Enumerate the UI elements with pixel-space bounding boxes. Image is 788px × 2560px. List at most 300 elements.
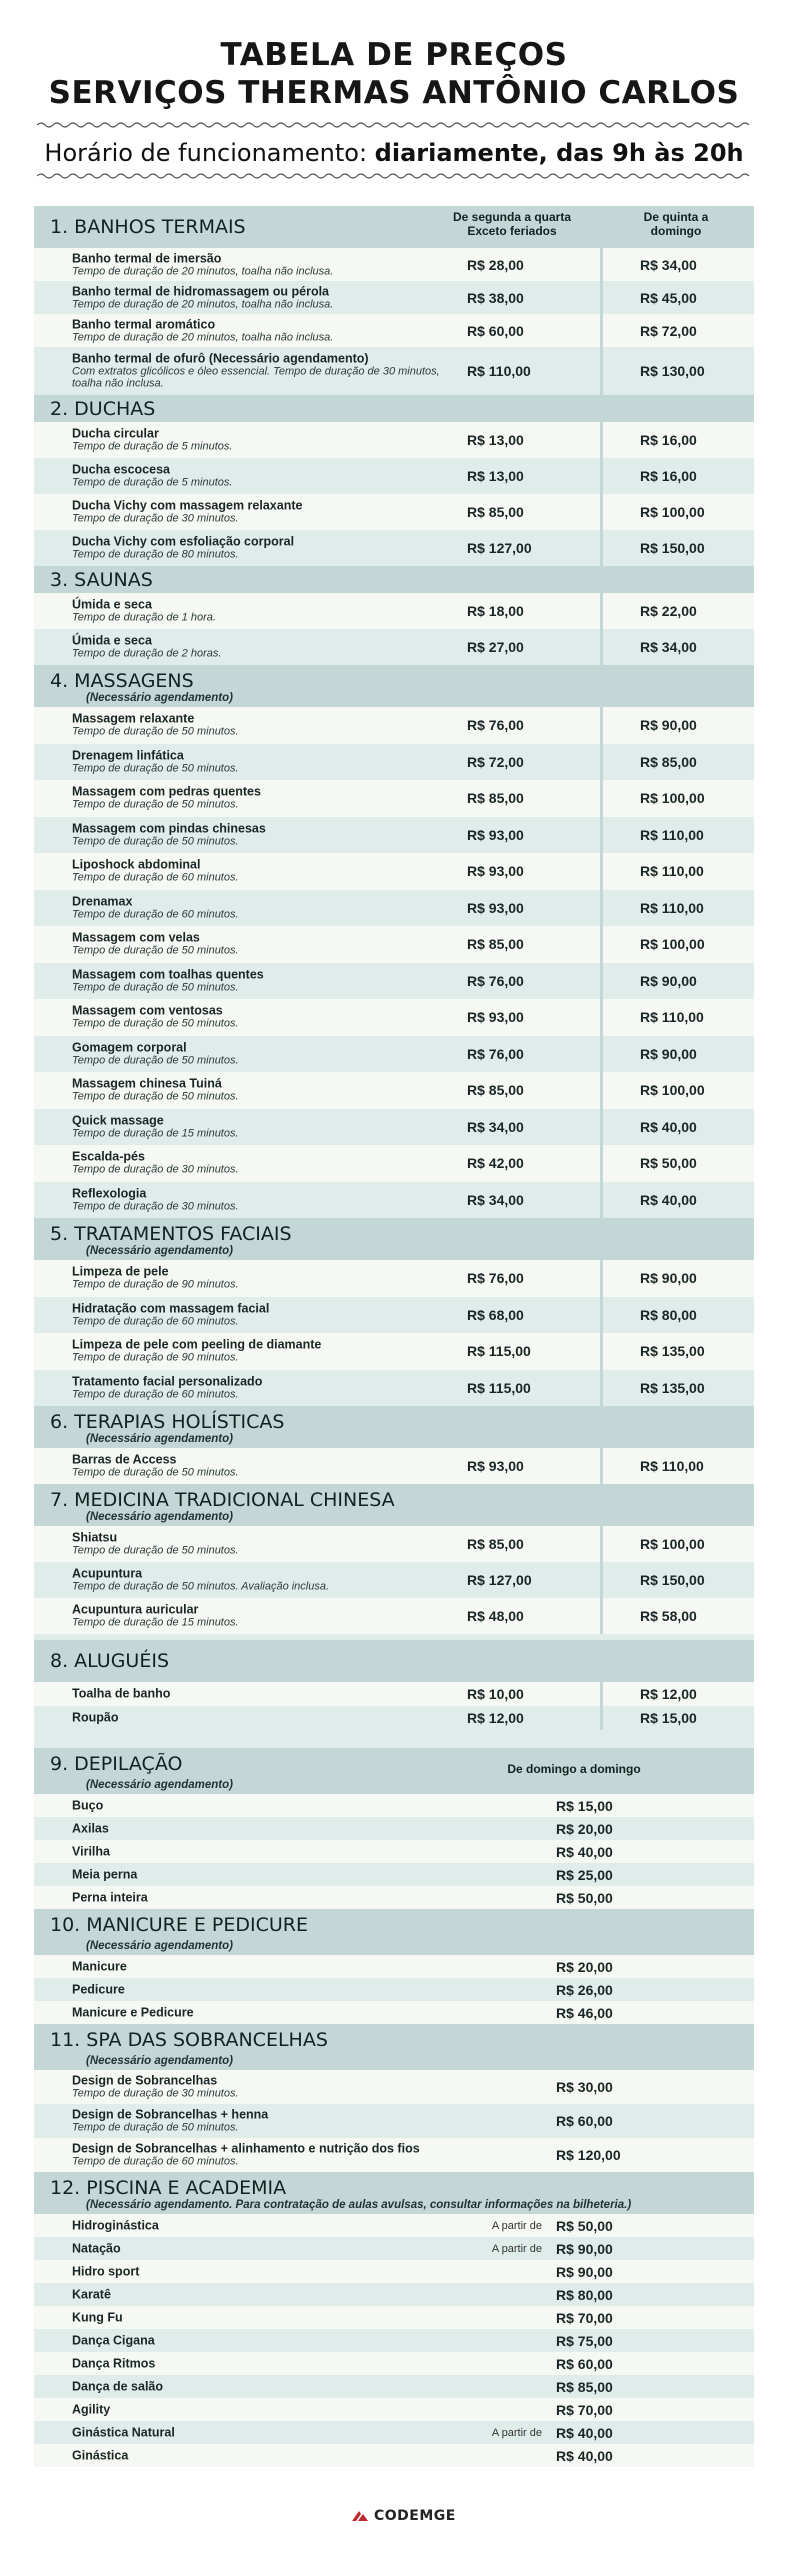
table-row (34, 530, 754, 566)
service-name (72, 252, 452, 277)
price-weekday: R$ 127,00 (467, 540, 532, 556)
service-title: Ginástica Natural (72, 2425, 175, 2439)
price-weekend: R$ 110,00 (640, 863, 704, 880)
price-weekday: R$ 38,00 (467, 289, 524, 306)
service-name (72, 1454, 452, 1479)
service-name (72, 1868, 452, 1881)
service-name (72, 1568, 452, 1593)
section-title: 9. DEPILAÇÃO (50, 1753, 183, 1775)
price-daily: R$ 25,00 (556, 1866, 613, 1883)
table-row (34, 1297, 754, 1334)
price-daily: R$ 30,00 (556, 2079, 613, 2095)
service-description: Tempo de duração de 5 minutos. (72, 440, 233, 453)
column-divider (600, 780, 603, 817)
service-title: Massagem com toalhas quentes (72, 967, 264, 982)
price-weekend: R$ 16,00 (640, 468, 697, 484)
section-header-s12 (34, 2172, 754, 2214)
column-divider (600, 281, 603, 314)
section-header-s4 (34, 665, 754, 707)
service-name (72, 500, 452, 525)
price-weekday: R$ 12,00 (467, 1710, 524, 1726)
price-weekday: R$ 93,00 (467, 826, 524, 843)
price-weekend: R$ 150,00 (640, 540, 705, 556)
table-row (34, 1072, 754, 1109)
column-divider (600, 744, 603, 781)
service-title: Massagem com ventosas (72, 1003, 223, 1018)
table-row (34, 1598, 754, 1634)
service-title: Perna inteira (72, 1890, 148, 1904)
service-description: Tempo de duração de 20 minutos, toalha não inclusa. (72, 265, 334, 277)
service-description: Tempo de duração de 1 hora. (72, 611, 216, 624)
service-title: Drenagem linfática (72, 748, 184, 763)
table-row (34, 2104, 754, 2138)
service-name (72, 1712, 452, 1725)
price-daily: R$ 80,00 (556, 2286, 613, 2303)
logo-text: CODEMGE (374, 2508, 456, 2524)
column-divider (600, 1333, 603, 1370)
service-title: Barras de Access (72, 1452, 177, 1467)
price-weekend: R$ 150,00 (640, 1572, 705, 1588)
section-title: 2. DUCHAS (50, 397, 156, 420)
column-divider (600, 530, 603, 566)
service-title: Ducha Vichy com massagem relaxante (72, 498, 303, 513)
price-from-label: A partir de (491, 2219, 542, 2232)
service-name (72, 1302, 452, 1327)
service-title: Ducha Vichy com esfoliação corporal (72, 534, 295, 549)
service-name (72, 2357, 452, 2370)
price-weekend: R$ 130,00 (640, 363, 705, 379)
price-table (34, 206, 754, 2467)
codemge-logo-mark-icon (350, 2509, 370, 2523)
price-weekend: R$ 16,00 (640, 432, 697, 448)
service-title: Escalda-pés (72, 1149, 145, 1164)
section-header-s1 (34, 206, 754, 248)
table-row (34, 629, 754, 665)
price-daily: R$ 90,00 (556, 2263, 613, 2280)
service-description: Tempo de duração de 50 minutos. (72, 1017, 239, 1030)
service-name (72, 536, 452, 561)
service-name (72, 822, 452, 847)
table-row (34, 999, 754, 1036)
service-name (72, 2143, 452, 2168)
service-description: Tempo de duração de 30 minutos. (72, 1163, 239, 1176)
table-row (34, 1817, 754, 1840)
section-title: 8. ALUGUÉIS (50, 1650, 170, 1672)
price-weekday: R$ 60,00 (467, 322, 524, 339)
service-title: Hidro sport (72, 2264, 140, 2278)
price-weekend: R$ 110,00 (640, 826, 704, 843)
table-row (34, 2001, 754, 2024)
service-name (72, 285, 452, 310)
service-title: Banho termal aromático (72, 317, 216, 331)
column-divider (600, 629, 603, 665)
section-note: (Necessário agendamento) (86, 1433, 233, 1445)
price-weekday: R$ 115,00 (467, 1343, 531, 1360)
section-note: (Necessário agendamento) (86, 1245, 233, 1257)
column-divider (600, 1370, 603, 1407)
service-description: Tempo de duração de 80 minutos. (72, 548, 239, 561)
section-header-s5 (34, 1218, 754, 1260)
price-weekend: R$ 15,00 (640, 1710, 697, 1726)
service-title: Toalha de banho (72, 1686, 171, 1701)
service-title: Quick massage (72, 1113, 164, 1128)
service-name (72, 1187, 452, 1212)
title-line-2: SERVIÇOS THERMAS ANTÔNIO CARLOS (48, 75, 740, 111)
price-weekend: R$ 135,00 (640, 1379, 705, 1396)
table-row (34, 1840, 754, 1863)
service-title: Acupuntura auricular (72, 1602, 199, 1617)
service-description: Tempo de duração de 50 minutos. (72, 762, 239, 775)
section-title: 7. MEDICINA TRADICIONAL CHINESA (50, 1489, 395, 1511)
table-row (34, 593, 754, 629)
service-name (72, 599, 452, 624)
service-name (72, 2403, 452, 2416)
table-row (34, 926, 754, 963)
column-divider (600, 1562, 603, 1598)
service-name (72, 1266, 452, 1291)
table-row (34, 2398, 754, 2421)
price-weekend: R$ 110,00 (640, 899, 704, 916)
section-title: 1. BANHOS TERMAIS (50, 216, 246, 238)
service-name (72, 786, 452, 811)
price-weekday: R$ 76,00 (467, 1270, 524, 1287)
service-description: Tempo de duração de 60 minutos. (72, 871, 239, 884)
service-title: Banho termal de ofurô (Necessário agendamento) (72, 351, 369, 366)
section-title: 3. SAUNAS (50, 568, 153, 591)
service-title: Shiatsu (72, 1530, 118, 1545)
price-weekend: R$ 80,00 (640, 1306, 697, 1323)
service-title: Dança Cigana (72, 2333, 155, 2347)
service-description: Tempo de duração de 15 minutos. (72, 1127, 239, 1140)
price-weekday: R$ 110,00 (467, 363, 531, 379)
section-header-s6 (34, 1406, 754, 1448)
price-weekday: R$ 85,00 (467, 1082, 524, 1099)
service-description: Tempo de duração de 50 minutos. (72, 835, 239, 848)
service-name (72, 1688, 452, 1701)
service-title: Limpeza de pele (72, 1264, 169, 1279)
section-title: 6. TERAPIAS HOLÍSTICAS (50, 1411, 285, 1433)
service-name (72, 2380, 452, 2393)
service-title: Tratamento facial personalizado (72, 1374, 263, 1389)
service-title: Pedicure (72, 1982, 125, 1996)
table-row (34, 1794, 754, 1817)
service-name (72, 318, 452, 343)
service-description: Tempo de duração de 50 minutos. Avaliação inclusa. (72, 1580, 330, 1593)
service-title: Gomagem corporal (72, 1040, 187, 1055)
price-weekday: R$ 76,00 (467, 972, 524, 989)
table-row (34, 2421, 754, 2444)
service-description: Tempo de duração de 30 minutos. (72, 2087, 239, 2100)
service-name (72, 2449, 452, 2462)
column-divider (600, 853, 603, 890)
column-divider (600, 999, 603, 1036)
service-description: Tempo de duração de 50 minutos. (72, 798, 239, 811)
column-divider (600, 1109, 603, 1146)
price-from-label: A partir de (491, 2242, 542, 2255)
column-divider (600, 1182, 603, 1219)
service-name (72, 1114, 452, 1139)
column-header-daily: De domingo a domingo (507, 1762, 641, 1776)
price-daily: R$ 60,00 (556, 2113, 613, 2129)
price-weekday: R$ 27,00 (467, 639, 524, 655)
service-name (72, 353, 452, 390)
section-note: (Necessário agendamento) (86, 1511, 233, 1523)
price-weekend: R$ 34,00 (640, 639, 697, 655)
service-title: Massagem relaxante (72, 711, 195, 726)
table-row (34, 853, 754, 890)
service-title: Design de Sobrancelhas + henna (72, 2107, 269, 2122)
price-weekday: R$ 93,00 (467, 1009, 524, 1026)
section-header-s3 (34, 566, 754, 593)
column-divider (600, 347, 603, 395)
service-name (72, 1532, 452, 1557)
service-title: Úmida e seca (72, 633, 152, 648)
service-title: Roupão (72, 1710, 119, 1725)
price-weekday: R$ 85,00 (467, 936, 524, 953)
service-description: Tempo de duração de 50 minutos. (72, 2121, 239, 2134)
table-row (34, 1109, 754, 1146)
column-divider (600, 1260, 603, 1297)
hours-value: diariamente, das 9h às 20h (374, 139, 744, 167)
service-description: Tempo de duração de 50 minutos. (72, 1054, 239, 1067)
wavy-divider-bottom (37, 171, 751, 181)
price-daily: R$ 40,00 (556, 2447, 613, 2464)
column-header-weekday: De segunda a quarta Exceto feriados (452, 210, 572, 238)
service-title: Axilas (72, 1821, 109, 1835)
price-weekday: R$ 85,00 (467, 790, 524, 807)
table-row (34, 1370, 754, 1407)
table-row (34, 1145, 754, 1182)
price-weekday: R$ 93,00 (467, 1458, 524, 1474)
table-row (34, 2138, 754, 2172)
codemge-logo (350, 2508, 456, 2524)
service-title: Massagem com pedras quentes (72, 784, 261, 799)
section-note: (Necessário agendamento. Para contratação de aulas avulsas, consultar informações na bilheteria.) (86, 2199, 632, 2211)
section-title: 12. PISCINA E ACADEMIA (50, 2177, 287, 2199)
column-divider (600, 593, 603, 629)
service-description: Tempo de duração de 15 minutos. (72, 1616, 239, 1629)
column-divider (600, 1145, 603, 1182)
table-row (34, 1036, 754, 1073)
table-row (34, 1182, 754, 1219)
price-daily: R$ 75,00 (556, 2332, 613, 2349)
service-title: Hidratação com massagem facial (72, 1301, 270, 1316)
table-row (34, 1886, 754, 1909)
price-weekday: R$ 42,00 (467, 1155, 524, 1172)
price-weekday: R$ 85,00 (467, 1536, 524, 1552)
section-header-s7 (34, 1484, 754, 1526)
table-row (34, 1978, 754, 2001)
table-row (34, 890, 754, 927)
section-note: (Necessário agendamento) (86, 1940, 233, 1952)
service-description: Tempo de duração de 20 minutos, toalha não inclusa. (72, 331, 334, 343)
price-weekday: R$ 48,00 (467, 1608, 524, 1624)
section-header-s8 (34, 1640, 754, 1682)
price-daily: R$ 50,00 (556, 1889, 613, 1906)
table-row (34, 1682, 754, 1706)
column-divider (600, 248, 603, 281)
wavy-divider-top (37, 120, 751, 130)
table-row (34, 707, 754, 744)
column-divider (600, 1598, 603, 1634)
price-from-label: A partir de (491, 2426, 542, 2439)
service-title: Meia perna (72, 1867, 138, 1881)
price-weekend: R$ 12,00 (640, 1686, 697, 1702)
service-name (72, 859, 452, 884)
price-weekend: R$ 58,00 (640, 1608, 697, 1624)
service-title: Dança de salão (72, 2379, 164, 2393)
price-weekday: R$ 68,00 (467, 1306, 524, 1323)
table-row (34, 2329, 754, 2352)
service-name (72, 932, 452, 957)
price-weekday: R$ 93,00 (467, 863, 524, 880)
service-description: Tempo de duração de 30 minutos. (72, 1200, 239, 1213)
price-daily: R$ 85,00 (556, 2378, 613, 2395)
service-name (72, 1822, 452, 1835)
service-description: Tempo de duração de 60 minutos. (72, 908, 239, 921)
price-daily: R$ 40,00 (556, 1843, 613, 1860)
table-row (34, 2375, 754, 2398)
service-name (72, 1960, 452, 1973)
column-divider (600, 817, 603, 854)
service-name (72, 1375, 452, 1400)
service-title: Manicure (72, 1959, 127, 1973)
price-daily: R$ 15,00 (556, 1797, 613, 1814)
column-divider (600, 1526, 603, 1562)
service-description: Tempo de duração de 50 minutos. (72, 981, 239, 994)
service-name (72, 2219, 452, 2232)
price-weekday: R$ 34,00 (467, 1191, 524, 1208)
price-weekday: R$ 115,00 (467, 1379, 531, 1396)
price-weekend: R$ 50,00 (640, 1155, 697, 1172)
price-weekend: R$ 40,00 (640, 1118, 697, 1135)
section-title: 4. MASSAGENS (50, 670, 194, 692)
service-title: Massagem chinesa Tuiná (72, 1076, 222, 1091)
price-weekend: R$ 100,00 (640, 1536, 705, 1552)
column-divider (600, 963, 603, 1000)
column-divider (600, 1682, 603, 1706)
service-description: Tempo de duração de 20 minutos, toalha não inclusa. (72, 298, 334, 310)
table-row (34, 2237, 754, 2260)
price-daily: R$ 70,00 (556, 2401, 613, 2418)
column-divider (600, 1036, 603, 1073)
price-weekend: R$ 100,00 (640, 504, 705, 520)
section-title: 10. MANICURE E PEDICURE (50, 1914, 309, 1936)
price-weekday: R$ 85,00 (467, 504, 524, 520)
price-weekend: R$ 85,00 (640, 753, 697, 770)
service-title: Acupuntura (72, 1566, 143, 1581)
service-description: Tempo de duração de 50 minutos. (72, 725, 239, 738)
price-weekday: R$ 10,00 (467, 1686, 524, 1702)
spacer (34, 1730, 754, 1748)
column-header-weekend: De quinta a domingo (643, 210, 709, 238)
service-name (72, 2242, 452, 2255)
price-weekday: R$ 127,00 (467, 1572, 532, 1588)
service-name (72, 1151, 452, 1176)
service-name (72, 1845, 452, 1858)
service-title: Reflexologia (72, 1186, 147, 1201)
service-description: Tempo de duração de 50 minutos. (72, 1544, 239, 1557)
service-title: Banho termal de imersão (72, 251, 222, 265)
price-weekend: R$ 22,00 (640, 603, 697, 619)
column-divider (600, 926, 603, 963)
table-row (34, 2444, 754, 2467)
table-row (34, 780, 754, 817)
column-divider (600, 458, 603, 494)
table-row (34, 458, 754, 494)
table-row (34, 2352, 754, 2375)
service-title: Ducha escocesa (72, 462, 170, 477)
table-row (34, 1863, 754, 1886)
service-name (72, 635, 452, 660)
section-header-s10 (34, 1909, 754, 1955)
service-title: Massagem com velas (72, 930, 200, 945)
price-weekend: R$ 110,00 (640, 1009, 704, 1026)
price-weekend: R$ 90,00 (640, 1270, 697, 1287)
service-title: Buço (72, 1798, 104, 1812)
table-row (34, 314, 754, 347)
service-description: Tempo de duração de 60 minutos. (72, 1315, 239, 1328)
price-weekend: R$ 100,00 (640, 936, 705, 953)
service-description: Tempo de duração de 2 horas. (72, 647, 222, 660)
service-description: Tempo de duração de 50 minutos. (72, 1466, 239, 1479)
table-row (34, 2260, 754, 2283)
table-row (34, 248, 754, 281)
table-row (34, 817, 754, 854)
table-row (34, 2306, 754, 2329)
service-description: Tempo de duração de 50 minutos. (72, 944, 239, 957)
service-title: Ginástica (72, 2448, 129, 2462)
table-row (34, 2283, 754, 2306)
service-description: Tempo de duração de 60 minutos. (72, 1388, 239, 1401)
table-row (34, 422, 754, 458)
column-divider (600, 314, 603, 347)
price-weekend: R$ 110,00 (640, 1458, 704, 1474)
price-weekday: R$ 76,00 (467, 1045, 524, 1062)
table-row (34, 281, 754, 314)
column-divider (600, 707, 603, 744)
header (0, 0, 788, 186)
column-divider (600, 1072, 603, 1109)
price-weekend: R$ 90,00 (640, 1045, 697, 1062)
price-weekend: R$ 100,00 (640, 790, 705, 807)
service-name (72, 2334, 452, 2347)
service-description: Tempo de duração de 30 minutos. (72, 512, 239, 525)
service-name (72, 1078, 452, 1103)
table-row (34, 1333, 754, 1370)
service-name (72, 2109, 452, 2134)
service-title: Ducha circular (72, 426, 159, 441)
opening-hours (0, 139, 788, 167)
price-weekend: R$ 135,00 (640, 1343, 705, 1360)
service-description: Tempo de duração de 60 minutos. (72, 2155, 239, 2168)
price-daily: R$ 70,00 (556, 2309, 613, 2326)
price-weekend: R$ 90,00 (640, 972, 697, 989)
service-name (72, 2265, 452, 2278)
service-name (72, 749, 452, 774)
section-title: 5. TRATAMENTOS FACIAIS (50, 1223, 292, 1245)
table-row (34, 347, 754, 395)
price-weekend: R$ 90,00 (640, 717, 697, 734)
service-name (72, 1041, 452, 1066)
service-description: Tempo de duração de 50 minutos. (72, 1090, 239, 1103)
column-divider (600, 494, 603, 530)
section-title: 11. SPA DAS SOBRANCELHAS (50, 2029, 328, 2051)
service-title: Karatê (72, 2287, 111, 2301)
price-weekend: R$ 40,00 (640, 1191, 697, 1208)
hours-prefix: Horário de funcionamento: (44, 139, 375, 167)
table-row (34, 1260, 754, 1297)
